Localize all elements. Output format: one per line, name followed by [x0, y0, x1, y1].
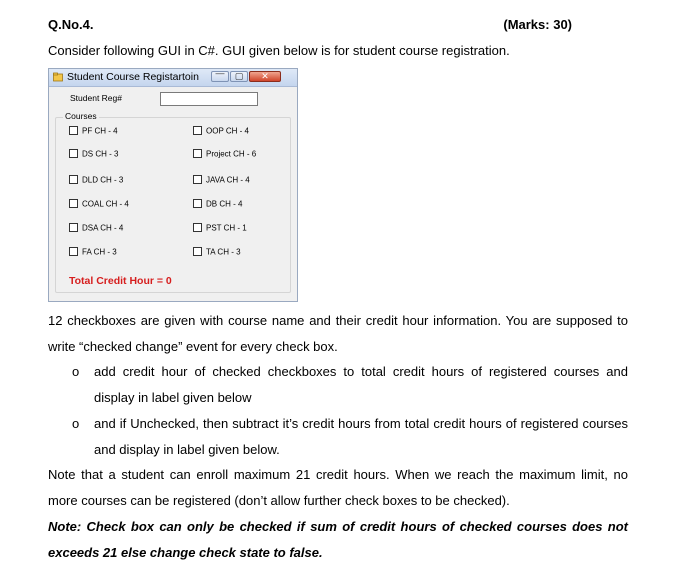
checkbox-box[interactable] — [193, 126, 202, 135]
student-reg-input[interactable] — [160, 92, 258, 106]
minimize-icon: — — [215, 68, 225, 78]
checkbox-box[interactable] — [69, 175, 78, 184]
checkbox-db[interactable] — [193, 199, 242, 208]
checkbox-java[interactable] — [193, 175, 250, 184]
window-title: Student Course Registartoin — [67, 71, 199, 83]
checkbox-pf[interactable] — [69, 126, 118, 135]
checkbox-label: DSA CH - 4 — [82, 223, 124, 233]
question-intro: Consider following GUI in C#. GUI given below is for student course registration. — [48, 43, 510, 58]
checkbox-box[interactable] — [69, 126, 78, 135]
limit-note: Note that a student can enroll maximum 21 credit hours. When we reach the maximum limit, no more courses can be registered (don’t allow further check boxes to be checked). — [48, 467, 628, 508]
instructions-paragraph: 12 checkboxes are given with course name and their credit hour information. You are supposed to write “checked change” event for every check box. — [48, 313, 628, 354]
checkbox-box[interactable] — [69, 247, 78, 256]
bullet-text: and if Unchecked, then subtract it’s credit hours from total credit hours of registered courses and display in label given below. — [94, 416, 628, 457]
checkbox-fa[interactable] — [69, 247, 117, 256]
checkbox-coal[interactable] — [69, 199, 129, 208]
checkbox-box[interactable] — [69, 199, 78, 208]
checkbox-oop[interactable] — [193, 126, 249, 135]
checkbox-label: TA CH - 3 — [206, 247, 241, 257]
maximize-button[interactable] — [230, 71, 248, 82]
total-credit-label: Total Credit Hour = 0 — [69, 275, 172, 287]
window-titlebar[interactable] — [49, 69, 297, 87]
checkbox-box[interactable] — [193, 247, 202, 256]
app-icon — [53, 72, 63, 82]
checkbox-box[interactable] — [193, 175, 202, 184]
checkbox-dld[interactable] — [69, 175, 123, 184]
checkbox-box[interactable] — [193, 149, 202, 158]
maximize-icon: ▢ — [234, 71, 244, 81]
bullet-marker: o — [72, 416, 80, 431]
checkbox-box[interactable] — [69, 223, 78, 232]
checkbox-label: Project CH - 6 — [206, 149, 257, 159]
minimize-button[interactable] — [211, 68, 229, 82]
checkbox-pst[interactable] — [193, 223, 247, 232]
checkbox-label: DLD CH - 3 — [82, 175, 124, 185]
checkbox-ta[interactable] — [193, 247, 241, 256]
bold-note: Note: Check box can only be checked if sum of credit hours of checked courses does not exceeds 21 else change check state to false. — [48, 519, 628, 560]
checkbox-box[interactable] — [193, 199, 202, 208]
close-icon: ✕ — [261, 71, 269, 81]
checkbox-label: PST CH - 1 — [206, 223, 247, 233]
checkbox-label: PF CH - 4 — [82, 126, 118, 136]
question-marks: (Marks: 30) — [503, 17, 572, 32]
checkbox-box[interactable] — [193, 223, 202, 232]
close-button[interactable] — [249, 71, 281, 82]
courses-group-label: Courses — [65, 111, 97, 121]
checkbox-box[interactable] — [69, 149, 78, 158]
bullet-marker: o — [72, 364, 80, 379]
bullet-text: add credit hour of checked checkboxes to total credit hours of registered courses and display in label given below — [94, 364, 628, 405]
checkbox-label: JAVA CH - 4 — [206, 175, 250, 185]
checkbox-dsa[interactable] — [69, 223, 123, 232]
checkbox-label: COAL CH - 4 — [82, 199, 129, 209]
registration-window — [48, 68, 298, 302]
checkbox-label: DS CH - 3 — [82, 149, 119, 159]
checkbox-ds[interactable] — [69, 149, 118, 158]
checkbox-project[interactable] — [193, 149, 256, 158]
student-reg-label: Student Reg# — [70, 93, 122, 103]
checkbox-label: FA CH - 3 — [82, 247, 117, 257]
checkbox-label: DB CH - 4 — [206, 199, 243, 209]
question-number: Q.No.4. — [48, 17, 94, 32]
checkbox-label: OOP CH - 4 — [206, 126, 249, 136]
